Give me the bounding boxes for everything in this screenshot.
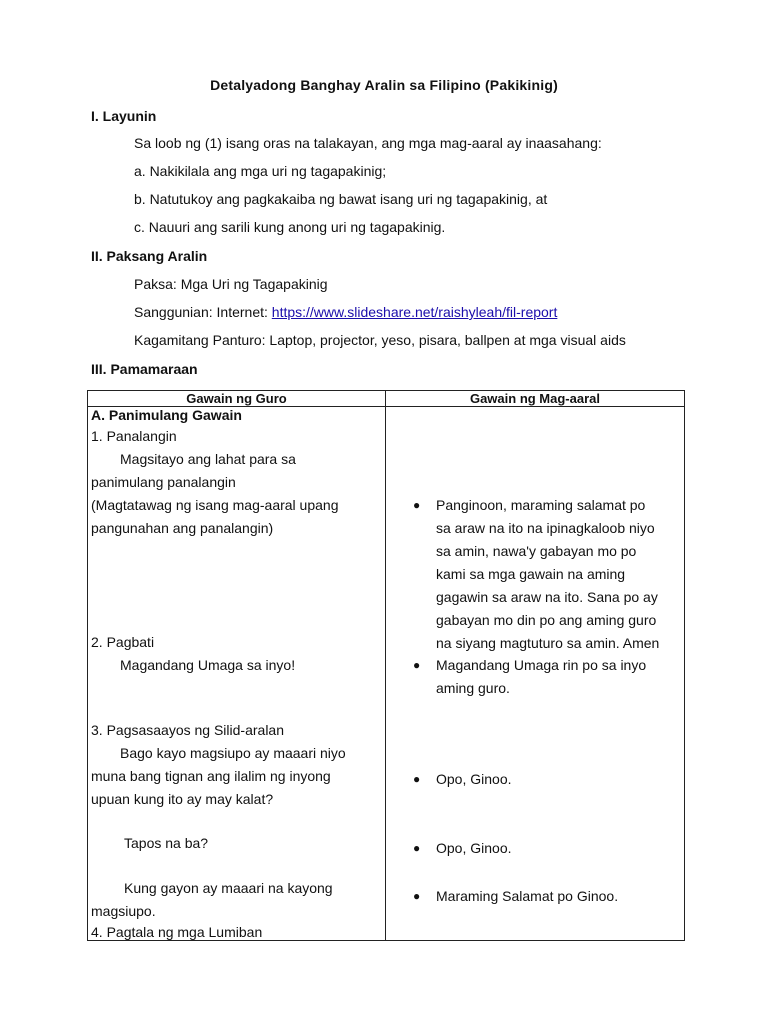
guro-line-panalangin: 1. Panalangin (91, 428, 177, 444)
guro-line: pangunahan ang panalangin) (91, 520, 274, 536)
table-column-divider (385, 391, 386, 940)
magaaral-line: kami sa mga gawain na aming (436, 566, 626, 582)
kagamitan-line: Kagamitang Panturo: Laptop, projector, yeso, pisara, ballpen at mga visual aids (134, 332, 626, 348)
list-bullet: ● (413, 772, 421, 786)
guro-line: Bago kayo magsiupo ay maaari niyo (120, 745, 346, 761)
list-bullet: ● (413, 889, 421, 903)
sanggunian-label: Sanggunian: Internet: (134, 304, 272, 320)
magaaral-line: sa araw na ito na ipinagkaloob niyo (436, 520, 655, 536)
magaaral-line: Panginoon, maraming salamat po (436, 497, 646, 513)
magaaral-line: gabayan mo din po ang aming guro (436, 612, 657, 628)
guro-line: (Magtatawag ng isang mag-aaral upang (91, 497, 339, 513)
magaaral-line: gagawin sa araw na ito. Sana po ay (436, 589, 658, 605)
magaaral-line: sa amin, nawa'y gabayan mo po (436, 543, 637, 559)
magaaral-line: na siyang magtuturo sa amin. Amen (436, 635, 660, 651)
guro-line: upuan kung ito ay may kalat? (91, 791, 274, 807)
magaaral-line: aming guro. (436, 680, 510, 696)
guro-line: Magandang Umaga sa inyo! (120, 657, 296, 673)
guro-line: muna bang tignan ang ilalim ng inyong (91, 768, 331, 784)
guro-line: magsiupo. (91, 903, 156, 919)
section-heading-layunin: I. Layunin (91, 108, 157, 124)
list-bullet: ● (413, 658, 421, 672)
layunin-item-b: b. Natutukoy ang pagkakaiba ng bawat isang uri ng tagapakinig, at (134, 191, 548, 207)
list-bullet: ● (413, 498, 421, 512)
guro-line-pagsasaayos: 3. Pagsasaayos ng Silid-aralan (91, 722, 285, 738)
guro-line: Kung gayon ay maaari na kayong (124, 880, 333, 896)
section-heading-pamamaraan: III. Pamamaraan (91, 361, 198, 377)
table-header-guro: Gawain ng Guro (186, 391, 287, 406)
layunin-intro: Sa loob ng (1) isang oras na talakayan, ang mga mag-aaral ay inaasahang: (134, 135, 602, 151)
magaaral-line: Opo, Ginoo. (436, 771, 512, 787)
sanggunian-link[interactable]: https://www.slideshare.net/raishyleah/fil-report (271, 304, 558, 320)
magaaral-line: Magandang Umaga rin po sa inyo (436, 657, 647, 673)
guro-line: Magsitayo ang lahat para sa (120, 451, 296, 467)
table-header-magaaral: Gawain ng Mag-aaral (469, 391, 601, 406)
section-heading-paksa: II. Paksang Aralin (91, 248, 208, 264)
guro-line-pagbati: 2. Pagbati (91, 634, 155, 650)
magaaral-line: Maraming Salamat po Ginoo. (436, 888, 619, 904)
list-bullet: ● (413, 841, 421, 855)
document-title: Detalyadong Banghay Aralin sa Filipino (Pakikinig) (210, 77, 558, 93)
magaaral-line: Opo, Ginoo. (436, 840, 512, 856)
guro-line: panimulang panalangin (91, 474, 236, 490)
guro-line-pagtala: 4. Pagtala ng mga Lumiban (91, 924, 263, 940)
layunin-item-a: a. Nakikilala ang mga uri ng tagapakinig; (134, 163, 387, 179)
guro-line-panimulang-gawain: A. Panimulang Gawain (91, 407, 242, 423)
guro-line: Tapos na ba? (124, 835, 209, 851)
layunin-item-c: c. Nauuri ang sarili kung anong uri ng tagapakinig. (134, 219, 446, 235)
pamamaraan-table (87, 390, 685, 941)
sanggunian-line (134, 303, 557, 321)
paksa-line: Paksa: Mga Uri ng Tagapakinig (134, 276, 328, 292)
